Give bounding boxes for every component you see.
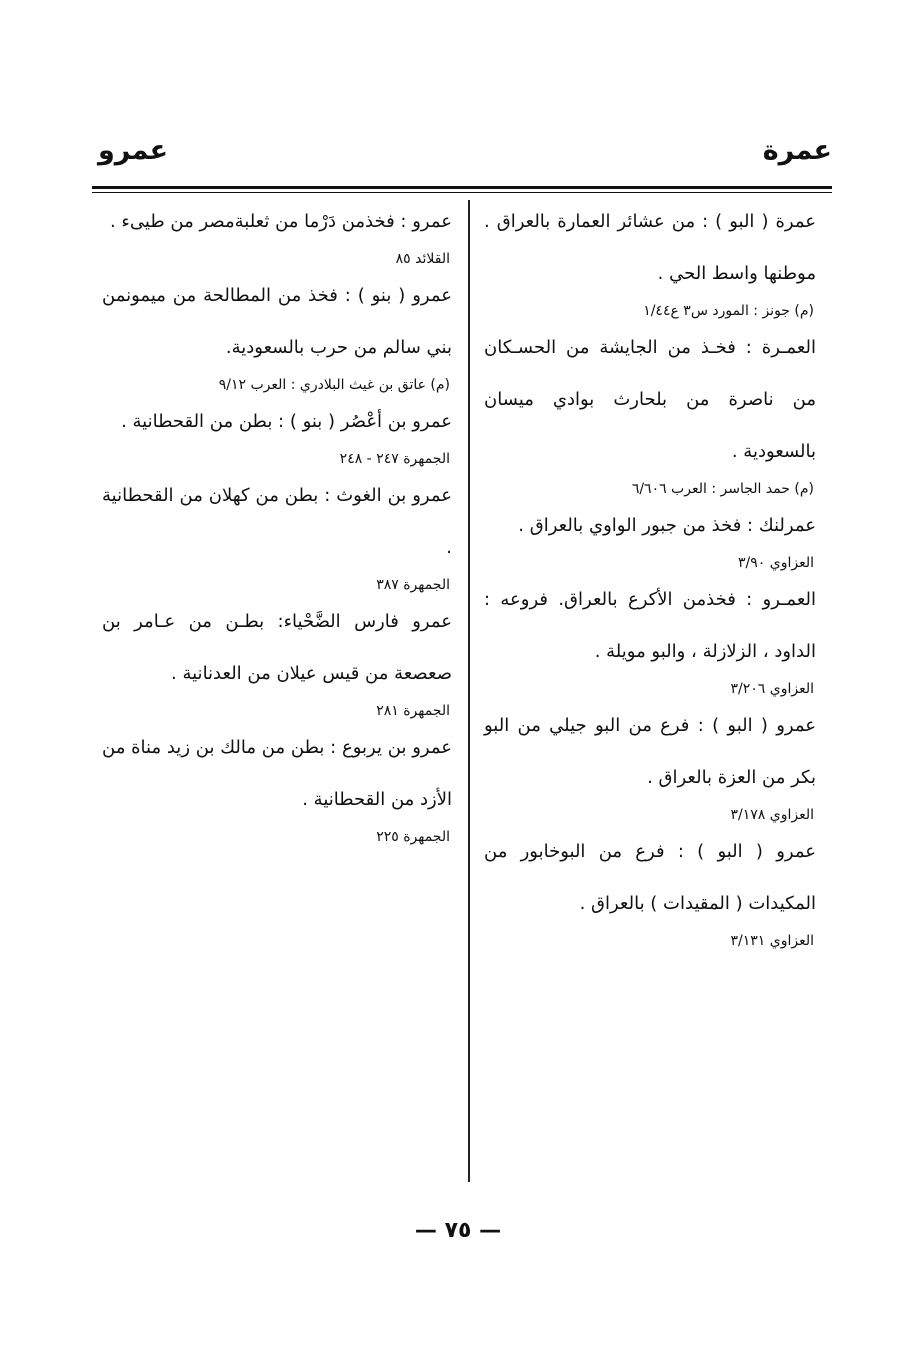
entry-reference: الجمهرة ٢٢٥ xyxy=(376,829,450,845)
entry-text: عمرو بن أعْصُر ( بنو ) : بطن من القحطانية . xyxy=(121,411,452,432)
guide-word-right: عمرة xyxy=(762,135,832,166)
header-rule-thick xyxy=(92,186,832,189)
entry xyxy=(484,826,816,952)
page-number: — ٧٥ — xyxy=(414,1218,502,1243)
entry-reference: (م) جونز : المورد س٣ ع١/٤٤ xyxy=(643,303,814,319)
entry-reference: العزاوي ٣/٩٠ xyxy=(738,555,814,571)
entry xyxy=(484,196,816,322)
entry-reference: القلائد ٨٥ xyxy=(395,251,450,267)
entry xyxy=(484,500,816,574)
entry xyxy=(102,396,452,470)
entry-text: عمرو فارس الضَّحْياء: بطـن من عـامر بن صعصعة من قيس عيلان من العدنانية . xyxy=(102,611,452,684)
entry xyxy=(484,322,816,500)
entry-reference: العزاوي ٣/٢٠٦ xyxy=(730,681,814,697)
entry xyxy=(102,722,452,848)
entry xyxy=(102,270,452,396)
column-divider xyxy=(468,200,470,1182)
entry xyxy=(102,196,452,270)
right-column xyxy=(484,196,816,952)
entry-reference: الجمهرة ٣٨٧ xyxy=(376,577,450,593)
entry-text: عمرلنك : فخذ من جبور الواوي بالعراق . xyxy=(518,515,816,536)
entry-text: عمرو ( البو ) : فرع من البو جيلي من البو بكر من العزة بالعراق . xyxy=(484,715,816,788)
entry-reference: (م) عاتق بن غيث البلادري : العرب ٩/١٢ xyxy=(218,377,450,393)
entry-reference: العزاوي ٣/١٧٨ xyxy=(730,807,814,823)
entry-text: عمرو : فخذمن دَرْما من ثعلبةمصر من طيىء . xyxy=(109,211,452,232)
entry-text: عمرو ( البو ) : فرع من البوخابور من المكيدات ( المقيدات ) بالعراق . xyxy=(484,841,816,914)
entry-reference: العزاوي ٣/١٣١ xyxy=(730,933,814,949)
entry xyxy=(484,574,816,700)
entry-text: عمرة ( البو ) : من عشائر العمارة بالعراق . موطنها واسط الحي . xyxy=(484,211,816,284)
entry-text: العمـرو : فخذمن الأكرع بالعراق. فروعه : الداود ، الزلازلة ، والبو مويلة . xyxy=(484,589,816,662)
left-column xyxy=(102,196,452,848)
entry-text: عمرو بن الغوث : بطن من كهلان من القحطانية . xyxy=(102,485,452,558)
entry-reference: الجمهرة ٢٨١ xyxy=(376,703,450,719)
entry-text: عمرو بن يربوع : بطن من مالك بن زيد مناة من الأزد من القحطانية . xyxy=(102,737,452,810)
entry xyxy=(102,596,452,722)
entry xyxy=(102,470,452,596)
entry-text: العمـرة : فخـذ من الجايشة من الحسـكان من ناصرة من بلحارث بوادي ميسان بالسعودية . xyxy=(484,337,816,462)
entry xyxy=(484,700,816,826)
entry-text: عمرو ( بنو ) : فخذ من المطالحة من ميمونمن بني سالم من حرب بالسعودية. xyxy=(102,285,452,358)
entry-reference: (م) حمد الجاسر : العرب ٦/٦٠٦ xyxy=(631,481,814,497)
header-rule-thin xyxy=(92,192,832,193)
entry-reference: الجمهرة ٢٤٧ - ٢٤٨ xyxy=(339,451,450,467)
guide-word-left: عمرو xyxy=(98,135,169,166)
